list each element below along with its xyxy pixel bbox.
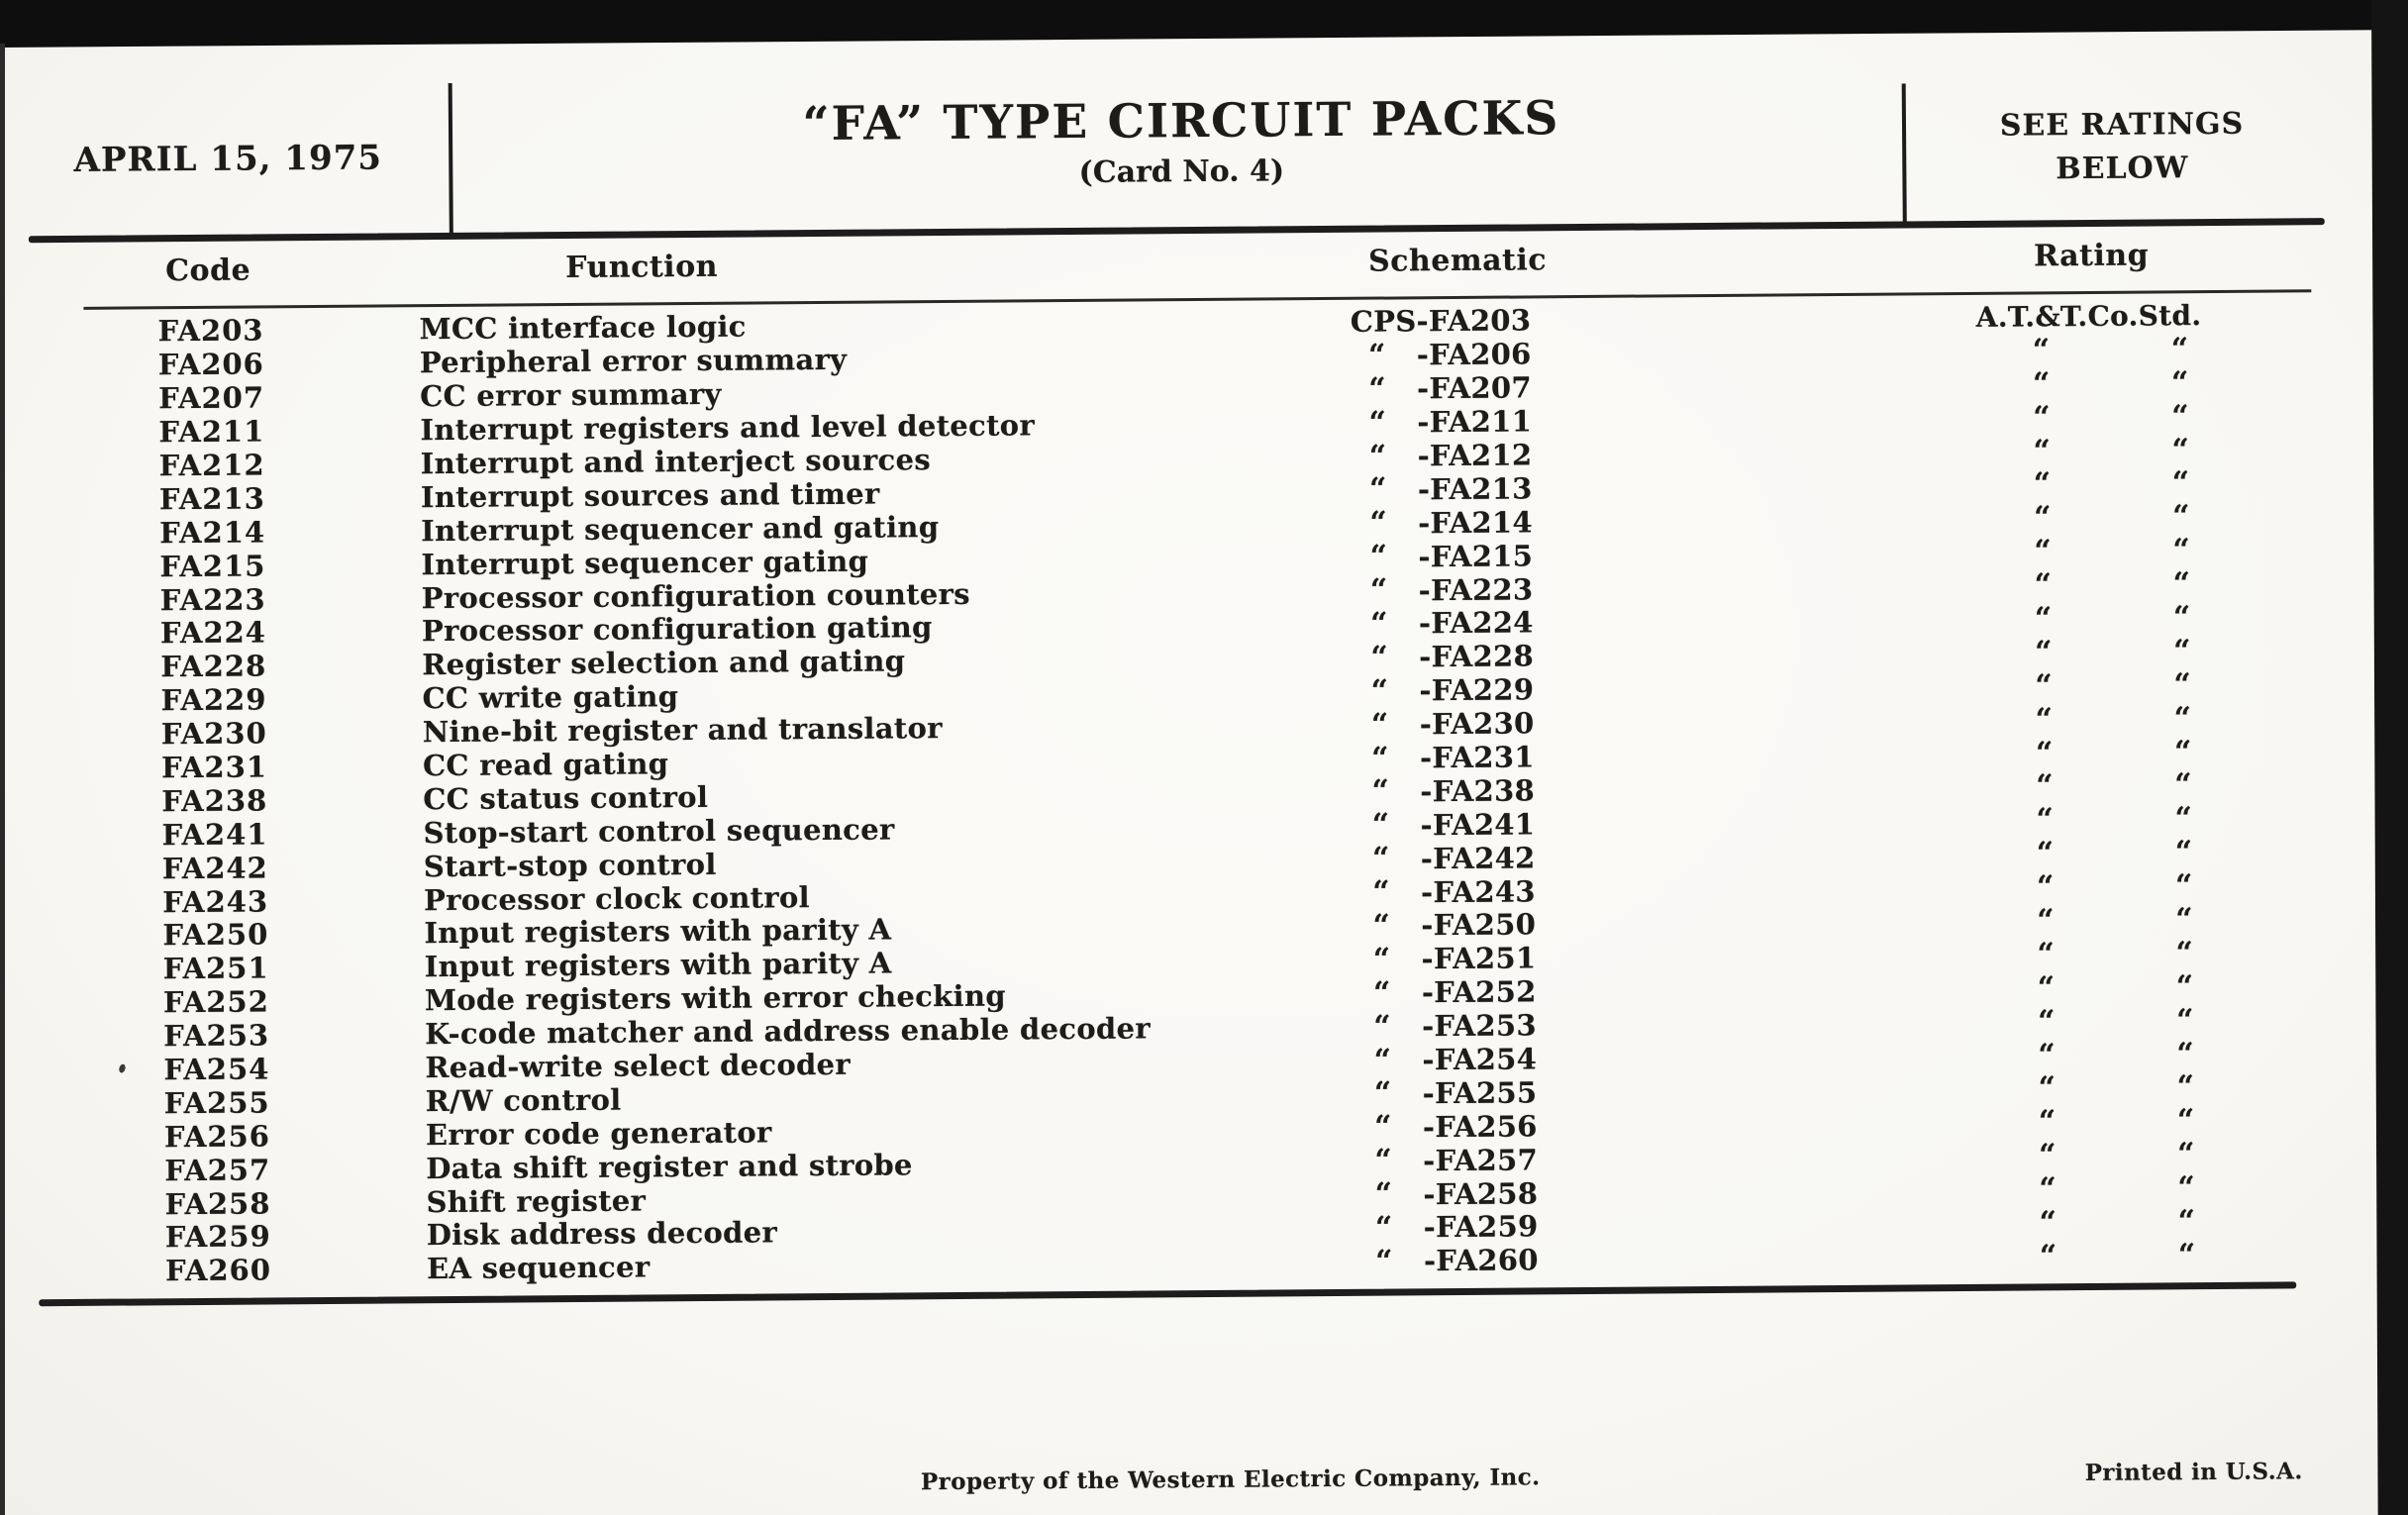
code-cell: FA213 [158, 481, 265, 517]
schematic-value: -FA238 [1420, 773, 1536, 809]
code-cell: FA214 [159, 515, 266, 551]
function-cell: Error code generator [425, 1115, 772, 1152]
header-divider-left [449, 83, 453, 234]
schematic-ditto-mark: “ [1374, 1109, 1392, 1145]
column-header-schematic: Schematic [1367, 243, 1548, 279]
function-cell: Nine-bit register and translator [422, 711, 943, 750]
function-cell: Data shift register and strobe [426, 1148, 913, 1185]
function-cell: Processor clock control [423, 879, 811, 917]
rating-ditto-right: “ [2176, 1103, 2195, 1139]
rating-cell [1956, 466, 2224, 502]
rating-ditto-right: “ [2177, 1170, 2196, 1206]
code-cell: FA250 [162, 917, 269, 953]
code-cell: FA230 [160, 716, 267, 752]
code-cell: FA229 [160, 682, 267, 718]
rating-cell [1961, 1070, 2229, 1106]
rating-ditto-right: “ [2171, 465, 2190, 501]
code-cell: FA211 [158, 414, 265, 450]
column-header-code: Code [164, 252, 251, 289]
schematic-value: -FA214 [1418, 505, 1534, 541]
rating-ditto-right: “ [2170, 364, 2189, 401]
rating-cell [1956, 400, 2223, 436]
function-cell: CC status control [423, 779, 709, 817]
rating-ditto-right: “ [2175, 1002, 2194, 1038]
schematic-value: -FA255 [1422, 1075, 1538, 1111]
code-cell: FA254 [163, 1052, 270, 1087]
rating-cell [1956, 333, 2223, 368]
function-cell: Processor configuration gating [421, 610, 933, 649]
schematic-ditto-mark: “ [1373, 1009, 1392, 1045]
schematic-ditto-mark: “ [1368, 439, 1387, 474]
code-cell: FA228 [160, 649, 267, 684]
code-cell: FA224 [159, 615, 267, 651]
rating-cell [1959, 903, 2227, 939]
schematic-value: -FA256 [1422, 1109, 1538, 1145]
rating-ditto-right: “ [2173, 634, 2191, 669]
code-cell: FA231 [160, 750, 268, 785]
function-cell: Read-write select decoder [425, 1047, 852, 1085]
footer-property-notice: Property of the Western Electric Company, Inc. [920, 1464, 1541, 1496]
function-cell: Input registers with parity A [424, 912, 892, 951]
schematic-value: -FA223 [1418, 571, 1534, 607]
schematic-value: -FA259 [1423, 1209, 1539, 1245]
code-cell: FA207 [157, 380, 265, 416]
schematic-value: -FA229 [1419, 672, 1535, 708]
function-cell: Input registers with parity A [424, 946, 892, 984]
schematic-value: -FA252 [1421, 974, 1537, 1010]
rating-ditto-left: “ [2035, 635, 2053, 670]
code-cell: FA203 [157, 313, 264, 349]
rating-cell [1958, 768, 2226, 804]
rating-ditto-left: “ [2035, 668, 2054, 704]
rating-cell [1958, 735, 2226, 770]
rating-ditto-left: “ [2033, 433, 2052, 468]
code-cell: FA241 [161, 817, 268, 853]
schematic-ditto-mark: “ [1372, 942, 1391, 977]
function-cell: Mode registers with error checking [424, 978, 1007, 1018]
schematic-ditto-mark: “ [1370, 673, 1389, 709]
schematic-value: -FA253 [1422, 1008, 1538, 1044]
rating-ditto-left: “ [2035, 735, 2054, 770]
schematic-value: -FA207 [1416, 370, 1532, 406]
rating-ditto-right: “ [2173, 700, 2192, 736]
rating-ditto-left: “ [2034, 567, 2053, 603]
schematic-ditto-mark: “ [1371, 773, 1390, 810]
rating-ditto-right: “ [2175, 936, 2194, 971]
schematic-value: -FA242 [1420, 841, 1536, 875]
function-cell: Processor configuration counters [421, 576, 970, 615]
schematic-ditto-mark: “ [1371, 841, 1390, 876]
code-cell: FA242 [161, 851, 268, 885]
function-cell: CC write gating [422, 679, 679, 716]
function-cell: Interrupt sequencer and gating [421, 509, 940, 548]
rating-ditto-left: “ [2032, 333, 2051, 368]
rating-ditto-left: “ [2032, 365, 2051, 402]
rating-ditto-left: “ [2038, 1070, 2057, 1106]
schematic-ditto-mark: “ [1369, 505, 1388, 541]
rating-cell [1960, 1037, 2228, 1072]
schematic-value: -FA260 [1423, 1243, 1539, 1278]
card-number: (Card No. 4) [1078, 153, 1285, 190]
code-cell: FA243 [161, 884, 269, 919]
schematic-value: -FA251 [1421, 941, 1537, 976]
rating-ditto-right: “ [2174, 835, 2193, 870]
footer-printed-notice: Printed in U.S.A. [2084, 1458, 2303, 1487]
rating-cell [1959, 869, 2227, 905]
rating-ditto-left: “ [2036, 802, 2055, 838]
schematic-ditto-mark: “ [1372, 975, 1391, 1011]
function-cell: K-code matcher and address enable decoder [425, 1011, 1151, 1052]
rating-ditto-right: “ [2172, 566, 2191, 602]
schematic-ditto-mark: “ [1371, 807, 1390, 843]
schematic-value: -FA212 [1417, 438, 1533, 473]
schematic-value: -FA213 [1417, 471, 1533, 507]
rating-ditto-left: “ [2039, 1239, 2057, 1274]
function-cell: Peripheral error summary [419, 343, 848, 380]
rating-ditto-left: “ [2033, 399, 2052, 436]
rating-ditto-right: “ [2174, 801, 2193, 837]
rating-cell [1957, 635, 2225, 670]
header-rule [29, 218, 2325, 243]
function-cell: Interrupt and interject sources [420, 443, 932, 481]
column-header-rating: Rating [2033, 238, 2150, 274]
rating-cell [1961, 1138, 2229, 1173]
column-header-function: Function [565, 249, 719, 286]
rating-cell [1961, 1104, 2229, 1140]
ratings-note-line1: SEE RATINGS [1999, 106, 2245, 144]
rating-ditto-right: “ [2170, 332, 2189, 367]
rating-cell [1960, 1004, 2228, 1040]
rating-ditto-right: “ [2177, 1238, 2196, 1273]
schematic-ditto-mark: “ [1375, 1244, 1393, 1279]
schematic-ditto-mark: “ [1370, 707, 1389, 743]
rating-ditto-left: “ [2035, 701, 2054, 738]
code-cell: FA258 [164, 1186, 271, 1221]
rating-ditto-right: “ [2173, 666, 2192, 703]
function-cell: Interrupt sequencer gating [421, 544, 869, 581]
ratings-note [1904, 102, 2341, 192]
rating-cell [1960, 970, 2228, 1006]
schematic-prefix: CPS [1350, 304, 1417, 340]
rating-cell [1956, 534, 2224, 569]
schematic-value: -FA250 [1421, 907, 1537, 943]
function-cell: Register selection and gating [422, 644, 906, 682]
schematic-value: -FA257 [1423, 1143, 1539, 1177]
code-cell: FA212 [158, 448, 265, 483]
rating-ditto-left: “ [2037, 903, 2056, 939]
schematic-ditto-mark: “ [1367, 338, 1386, 373]
rating-cell [1957, 668, 2225, 704]
function-cell: EA sequencer [426, 1250, 651, 1286]
schematic-ditto-mark: “ [1368, 405, 1387, 441]
schematic-ditto-mark: “ [1374, 1210, 1393, 1246]
rating-ditto-left: “ [2033, 500, 2052, 536]
schematic-ditto-mark: “ [1371, 741, 1389, 776]
rating-ditto-left: “ [2037, 1003, 2056, 1040]
title-block [460, 88, 1903, 194]
schematic-ditto-mark: “ [1373, 1043, 1392, 1078]
schematic-ditto-mark: “ [1373, 1075, 1392, 1112]
code-cell: FA255 [163, 1085, 270, 1121]
rating-cell [1956, 366, 2223, 402]
schematic-ditto-mark: “ [1370, 640, 1389, 675]
schematic-ditto-mark: “ [1369, 539, 1388, 574]
rating-ditto-right: “ [2175, 968, 2194, 1005]
rating-ditto-left: “ [2037, 970, 2056, 1006]
schematic-value: -FA243 [1420, 873, 1536, 909]
rating-ditto-right: “ [2172, 600, 2191, 636]
rating-ditto-right: “ [2171, 432, 2190, 467]
scan-border-left [0, 44, 5, 1515]
code-cell: FA206 [157, 347, 264, 382]
rating-ditto-left: “ [2036, 768, 2054, 804]
rating-ditto-left: “ [2039, 1205, 2057, 1241]
schematic-value: -FA215 [1418, 539, 1534, 573]
code-cell: FA215 [159, 549, 266, 583]
code-cell: FA252 [162, 984, 269, 1020]
schematic-value: -FA206 [1416, 337, 1532, 372]
schematic-value: -FA241 [1420, 807, 1536, 843]
schematic-value: -FA230 [1419, 706, 1535, 742]
function-cell: R/W control [425, 1082, 622, 1119]
schematic-ditto-mark: “ [1368, 371, 1387, 407]
schematic-value: -FA211 [1417, 404, 1533, 440]
code-cell: FA251 [162, 951, 269, 986]
function-cell: Disk address decoder [426, 1215, 778, 1253]
code-cell: FA256 [163, 1119, 271, 1155]
rating-cell [1959, 937, 2227, 972]
rating-cell [1956, 433, 2223, 468]
rating-cell [1961, 1171, 2229, 1207]
code-cell: FA238 [161, 783, 268, 819]
rating-ditto-right: “ [2176, 1069, 2195, 1105]
rating-cell [1962, 1205, 2230, 1241]
rating-ditto-right: “ [2171, 499, 2190, 535]
rating-ditto-left: “ [2034, 601, 2053, 637]
function-cell: Interrupt registers and level detector [420, 408, 1036, 448]
rating-cell [1958, 702, 2226, 738]
function-cell: Start-stop control [423, 847, 717, 883]
code-cell: FA259 [164, 1219, 271, 1255]
schematic-value: -FA203 [1416, 303, 1532, 339]
schematic-value: -FA231 [1419, 740, 1535, 775]
rating-ditto-left: “ [2038, 1104, 2057, 1140]
schematic-value: -FA224 [1418, 605, 1534, 641]
schematic-ditto-mark: “ [1374, 1176, 1393, 1212]
rating-ditto-right: “ [2177, 1137, 2195, 1172]
function-cell: Interrupt sources and timer [420, 476, 880, 515]
rating-cell [1957, 567, 2225, 603]
rating-ditto-left: “ [2036, 836, 2055, 871]
rating-cell [1955, 299, 2222, 335]
schematic-value: -FA254 [1422, 1042, 1538, 1077]
rating-ditto-left: “ [2038, 1037, 2057, 1072]
issue-date: APRIL 15, 1975 [73, 138, 383, 180]
rating-ditto-right: “ [2174, 767, 2192, 803]
code-cell: FA253 [163, 1018, 270, 1054]
code-cell: FA257 [164, 1153, 271, 1187]
rating-ditto-right: “ [2176, 1036, 2195, 1071]
schematic-value: -FA228 [1419, 639, 1535, 674]
page-title: “FA” TYPE CIRCUIT PACKS [802, 91, 1560, 152]
rating-ditto-left: “ [2039, 1171, 2057, 1207]
rating-ditto-left: “ [2033, 466, 2052, 502]
schematic-ditto-mark: “ [1369, 572, 1388, 608]
schematic-ditto-mark: “ [1372, 874, 1390, 910]
function-cell: CC error summary [419, 377, 722, 414]
rating-ditto-right: “ [2171, 398, 2190, 434]
rating-ditto-left: “ [2037, 937, 2056, 972]
rating-cell [1956, 500, 2224, 536]
rating-ditto-right: “ [2175, 902, 2194, 938]
rating-cell [1958, 802, 2226, 838]
function-cell: Shift register [426, 1183, 647, 1219]
table-body [0, 297, 2408, 1289]
rating-ditto-right: “ [2174, 868, 2193, 904]
schematic-ditto-mark: “ [1372, 908, 1391, 944]
code-cell: FA260 [164, 1253, 272, 1288]
rating-cell [1962, 1239, 2230, 1274]
schematic-ditto-mark: “ [1370, 606, 1388, 642]
rating-ditto-left: “ [2036, 869, 2055, 905]
rating-ditto-right: “ [2173, 734, 2192, 769]
rating-value: A.T.&T.Co.Std. [1975, 299, 2202, 334]
function-cell: MCC interface logic [419, 310, 747, 347]
function-cell: CC read gating [422, 747, 669, 783]
rating-ditto-right: “ [2177, 1204, 2196, 1240]
rating-ditto-right: “ [2172, 533, 2191, 568]
code-cell: FA223 [159, 581, 266, 617]
rating-cell [1957, 601, 2225, 637]
rating-ditto-left: “ [2034, 534, 2053, 569]
function-cell: Stop-start control sequencer [423, 812, 895, 850]
rating-ditto-left: “ [2039, 1138, 2057, 1173]
schematic-ditto-mark: “ [1368, 471, 1387, 508]
schematic-value: -FA258 [1423, 1175, 1539, 1211]
ratings-note-line2: BELOW [2056, 151, 2189, 187]
schematic-ditto-mark: “ [1374, 1143, 1393, 1178]
rating-cell [1959, 836, 2227, 871]
